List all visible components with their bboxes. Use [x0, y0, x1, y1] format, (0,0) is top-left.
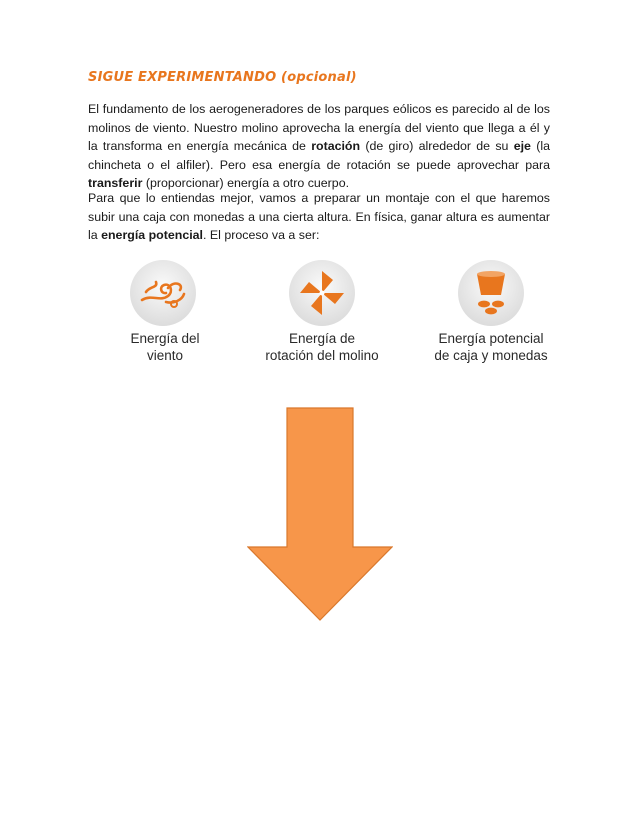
caption-line: Energía potencial [438, 331, 544, 346]
pinwheel-icon [287, 258, 357, 328]
bold-term-energia-potencial: energía potencial [101, 228, 204, 243]
paragraph-wind-energy [88, 100, 550, 193]
caption-line: Energía de [288, 331, 356, 346]
text-run: . El proceso va a ser: [203, 228, 320, 243]
section-heading: SIGUE EXPERIMENTANDO (opcional) [88, 70, 357, 85]
text-run: (de giro) alrededor de su [360, 139, 514, 154]
bold-term-transferir: transferir [88, 176, 143, 191]
caption-line: rotación del molino [265, 348, 379, 363]
caption-line: Energía del [130, 331, 200, 346]
caption-wind-energy [98, 330, 232, 364]
caption-line: viento [146, 348, 184, 363]
caption-potential-energy [418, 330, 564, 364]
caption-rotation-energy [244, 330, 400, 364]
bold-term-eje: eje [513, 139, 531, 154]
text-run: El fundamento de los aerogeneradores de los parques eólicos es parecido al de los molinos de viento. Nuestro molino aprovecha la energía del viento que llega a él y la transforma en energía mecánica de [88, 102, 550, 154]
paragraph-potential-energy [88, 189, 550, 245]
down-arrow-icon [247, 407, 393, 621]
text-run: (proporcionar) energía a otro cuerpo. [142, 176, 350, 191]
caption-line: de caja y monedas [434, 348, 548, 363]
wind-swirl-icon [128, 258, 198, 328]
bold-term-rotacion: rotación [311, 139, 361, 154]
text-run: (la chincheta o el alfiler). Pero esa energía de rotación se puede aprovechar para [88, 139, 550, 172]
text-run: Para que lo entiendas mejor, vamos a preparar un montaje con el que haremos subir una caja con monedas a una cierta altura. En física, ganar altura es aumentar la [88, 191, 550, 243]
cup-coins-icon [456, 258, 526, 328]
